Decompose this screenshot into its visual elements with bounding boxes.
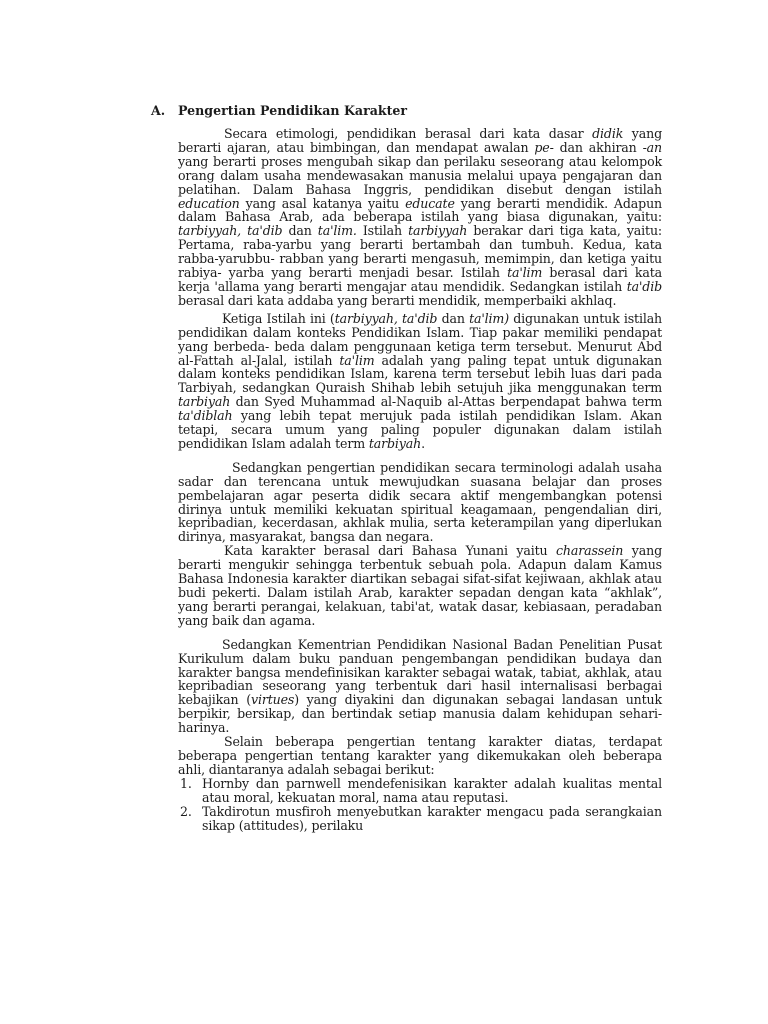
italic-term: -an bbox=[642, 139, 662, 155]
italic-term: ta'lim. bbox=[317, 223, 357, 239]
text-run: Secara etimologi, pendidikan berasal dari kata dasar bbox=[224, 126, 593, 141]
document-body bbox=[178, 104, 662, 832]
section-letter: A. bbox=[151, 103, 166, 118]
text-run: . bbox=[421, 435, 425, 451]
text-run: dan bbox=[437, 310, 470, 326]
text-run: yang berarti mendidik. Adapun dalam Bahasa Arab, ada beberapa istilah yang biasa digunakan, yaitu: bbox=[178, 195, 662, 225]
italic-term: tarbiyyah, ta'dib bbox=[178, 223, 283, 239]
text-run: berasal dari kata kerja 'allama yang berarti mengajar atau mendidik. Sedangkan istilah bbox=[178, 265, 662, 294]
italic-term: education bbox=[178, 195, 240, 211]
italic-term: ta'lim bbox=[339, 352, 375, 368]
italic-term: ta'dib bbox=[626, 278, 662, 294]
paragraph-terminologi bbox=[178, 461, 662, 544]
text-run: Ketiga Istilah ini ( bbox=[222, 310, 335, 326]
section-title: Pengertian Pendidikan Karakter bbox=[178, 103, 408, 118]
list-item-text: Hornby dan parnwell mendefenisikan karakter adalah kualitas mental atau moral, kekuatan moral, nama atau reputasi. bbox=[202, 775, 662, 805]
list-item-text: Takdirotun musfiroh menyebutkan karakter mengacu pada serangkaian sikap (attitudes), perilaku bbox=[202, 803, 662, 833]
text-run: Sedangkan Kementrian Pendidikan Nasional Badan Penelitian Pusat Kurikulum dalam buku panduan pengembangan pendidikan budaya dan karakter bangsa mendefinisikan karakter sebagai watak, tabiat, akhlak, atau kepribadian seseorang yang terbentuk dari hasil internalisasi berbagai kebajikan ( bbox=[178, 636, 662, 708]
paragraph-etimologi bbox=[178, 127, 662, 308]
list-item bbox=[178, 777, 662, 805]
text-run: yang lebih tepat merujuk pada istilah pendidikan Islam. Akan tetapi, secara umum yang paling populer digunakan dalam istilah pendidikan Islam adalah term bbox=[178, 408, 662, 451]
text-run: Sedangkan pengertian pendidikan secara terminologi adalah usaha sadar dan terencana untuk mewujudkan suasana belajar dan proses pembelajaran agar peserta didik secara aktif mengembangkan potensi dirinya untuk memiliki kekuatan spiritual keagamaan, pengendalian diri, kepribadian, kecerdasan, akhlak mulia, serta keterampilan yang diperlukan dirinya, masyarakat, bangsa dan negara. bbox=[178, 459, 662, 545]
text-run: Istilah bbox=[356, 223, 409, 239]
italic-term: tarbiyah bbox=[368, 435, 422, 451]
list-item-number: 1. bbox=[180, 775, 192, 791]
text-run: digunakan untuk istilah pendidikan dalam konteks Pendidikan Islam. Tiap pakar memiliki pendapat yang berbeda- beda dalam penggunaan ketiga term tersebut. Menurut Abd al-Fattah al-Jalal, istilah bbox=[178, 310, 663, 368]
text-run: yang berarti ajaran, atau bimbingan, dan mendapat awalan bbox=[178, 126, 662, 155]
text-run: berasal dari kata addaba yang berarti mendidik, memperbaiki akhlaq. bbox=[178, 292, 617, 308]
list-item-number: 2. bbox=[180, 803, 192, 819]
italic-term: tarbiyyah, ta'dib bbox=[334, 310, 438, 326]
text-run: dan Syed Muhammad al-Naquib al-Attas berpendapat bahwa term bbox=[230, 394, 662, 410]
italic-term: didik bbox=[592, 126, 624, 141]
italic-term: ta'lim bbox=[507, 265, 543, 281]
italic-term: educate bbox=[405, 195, 455, 211]
text-run: dan akhiran bbox=[553, 139, 643, 155]
text-run: adalah yang paling tepat untuk digunakan dalam konteks pendidikan Islam, karena term tersebut lebih luas dari pada Tarbiyah, sedangkan Quraish Shihab lebih setujuh jika menggunakan term bbox=[178, 352, 662, 396]
text-run: dan bbox=[282, 223, 318, 239]
italic-term: ta'diblah bbox=[178, 408, 233, 424]
text-run: ) yang diyakini dan digunakan sebagai landasan untuk berpikir, bersikap, dan bertindak setiap manusia dalam kehidupan sehari- harinya. bbox=[178, 692, 662, 736]
paragraph-karakter bbox=[178, 544, 662, 627]
text-run: yang asal katanya yaitu bbox=[239, 195, 406, 211]
italic-term: tarbiyah bbox=[178, 394, 231, 410]
italic-term: charassein bbox=[556, 543, 624, 559]
paragraph-istilah bbox=[178, 312, 662, 451]
paragraph-kementrian bbox=[178, 638, 662, 735]
text-run: Selain beberapa pengertian tentang karakter diatas, terdapat beberapa pengertian tentang karakter yang dikemukakan oleh beberapa ahli, diantaranya adalah sebagai berikut: bbox=[178, 734, 662, 777]
text-run: Kata karakter berasal dari Bahasa Yunani yaitu bbox=[224, 543, 557, 559]
text-run: yang berarti mengukir sehingga terbentuk sebuah pola. Adapun dalam Kamus Bahasa Indonesia karakter diartikan sebagai sifat-sifat kejiwaan, akhlak atau budi pekerti. Dalam istilah Arab, karakter sepadan dengan kata “akhlak”, yang berarti perangai, kelakuan, tabi'at, watak dasar, kebiasaan, peradaban yang baik dan agama. bbox=[178, 543, 662, 628]
italic-term: virtues bbox=[250, 692, 295, 708]
italic-term: pe- bbox=[534, 139, 554, 155]
definition-list bbox=[178, 777, 662, 833]
list-item bbox=[178, 805, 662, 833]
text-run: berakar dari tiga kata, yaitu: Pertama, raba-yarbu yang berarti bertambah dan tumbuh. Kedua, kata rabba-yarubbu- rabban yang berarti mengasuh, memimpin, dan ketiga yaitu rabiya- yarba yang berarti menjadi besar. Istilah bbox=[178, 223, 662, 281]
italic-term: ta'lim) bbox=[469, 310, 509, 326]
italic-term: tarbiyyah bbox=[408, 223, 468, 239]
paragraph-ahli bbox=[178, 735, 662, 777]
text-run: yang berarti proses mengubah sikap dan perilaku seseorang atau kelompok orang dalam usaha mendewasakan manusia melalui upaya pengajaran dan pelatihan. Dalam Bahasa Inggris, pendidikan disebut dengan istilah bbox=[178, 153, 662, 197]
